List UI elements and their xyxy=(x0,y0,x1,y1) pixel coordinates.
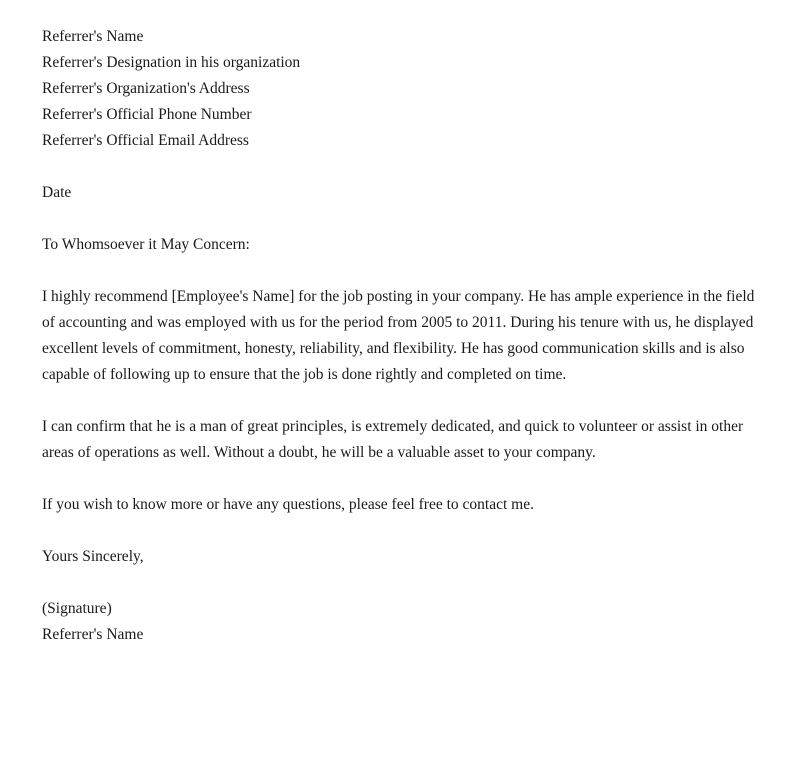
body-paragraph-3: If you wish to know more or have any questions, please feel free to contact me. xyxy=(42,496,534,513)
sender-designation-line: Referrer's Designation in his organization xyxy=(42,54,301,71)
sender-name-line: Referrer's Name xyxy=(42,28,144,45)
sender-info-block xyxy=(42,24,756,154)
sender-phone-line: Referrer's Official Phone Number xyxy=(42,106,252,123)
signature-placeholder-line: (Signature) xyxy=(42,600,112,617)
closing-block xyxy=(42,544,756,570)
signature-block xyxy=(42,596,756,648)
signature-name-line: Referrer's Name xyxy=(42,626,144,643)
body-paragraph-1: I highly recommend [Employee's Name] for the job posting in your company. He has ample experience in the field of accounting and was employed with us for the period from 2005 to 2011. During his tenure with us, he displayed excellent levels of commitment, honesty, reliability, and flexibility. He has good communication skills and is also capable of following up to ensure that the job is done rightly and completed on time. xyxy=(42,288,755,383)
sender-email-line: Referrer's Official Email Address xyxy=(42,132,249,149)
salutation-line: To Whomsoever it May Concern: xyxy=(42,236,250,253)
date-line: Date xyxy=(42,184,72,201)
date-block xyxy=(42,180,756,206)
salutation-block xyxy=(42,232,756,258)
body-paragraph-2: I can confirm that he is a man of great principles, is extremely dedicated, and quick to volunteer or assist in other areas of operations as well. Without a doubt, he will be a valuable asset to your company. xyxy=(42,418,744,461)
closing-line: Yours Sincerely, xyxy=(42,548,144,565)
sender-address-line: Referrer's Organization's Address xyxy=(42,80,250,97)
